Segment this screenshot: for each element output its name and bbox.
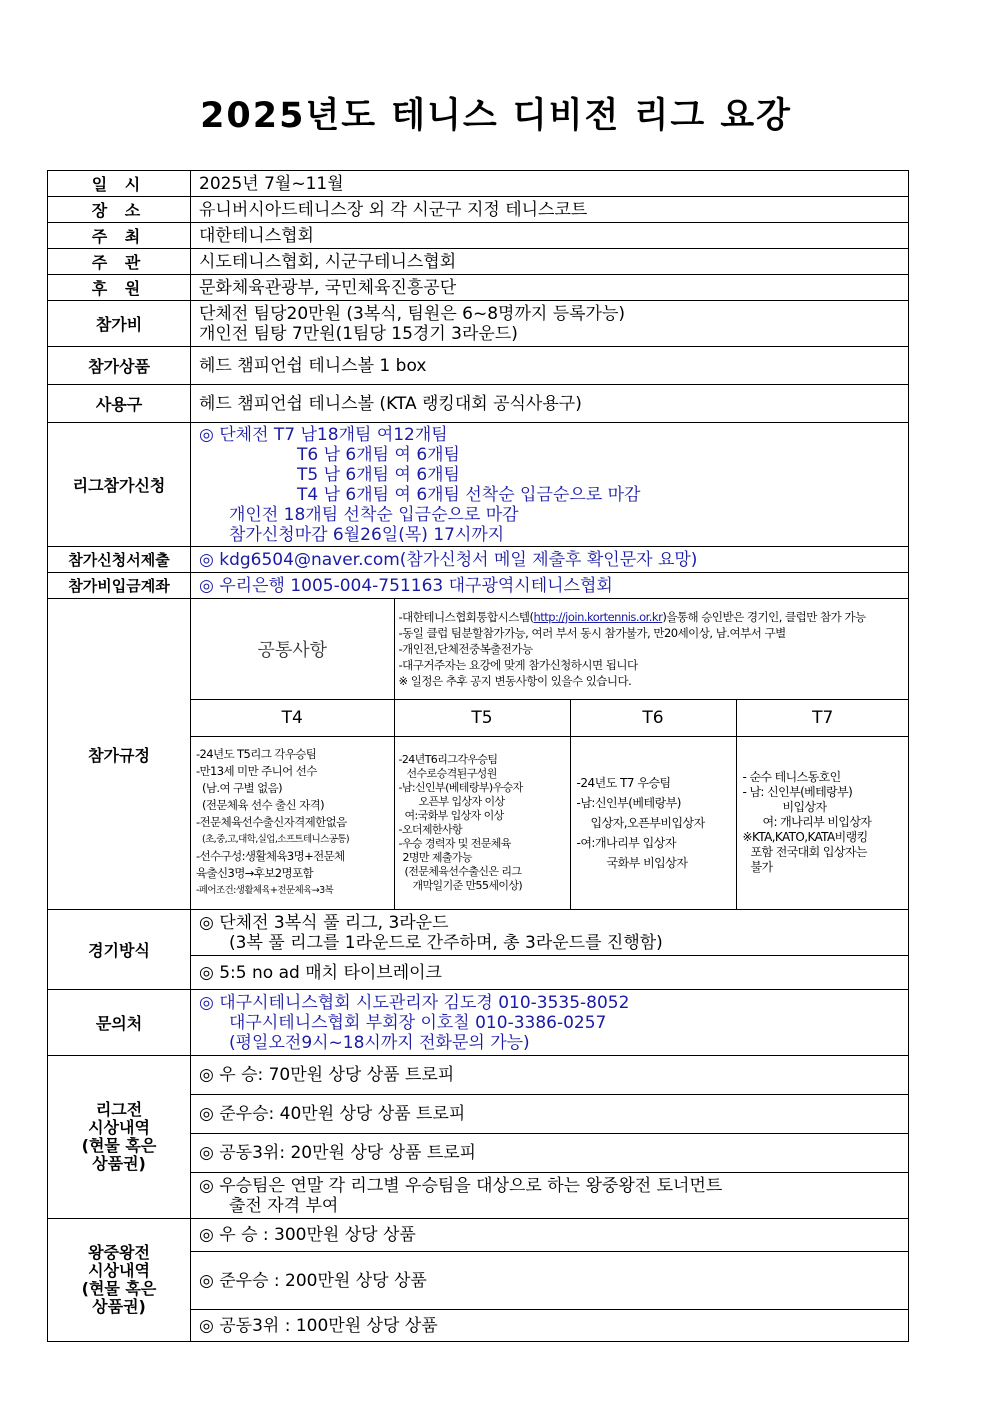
- fee-line-team: 단체전 팀당20만원 (3복식, 팀원은 6~8명까지 등록가능): [199, 303, 626, 324]
- league-award-second: ◎ 준우승: 40만원 상당 상품 트로피: [191, 1095, 909, 1134]
- value-account: ◎ 우리은행 1005-004-751163 대구광역시테니스협회: [191, 573, 909, 599]
- contact-line-1: ◎ 대구시테니스협회 시도관리자 김도경 010-3535-8052: [199, 992, 630, 1013]
- t5-rule: -오더제한사항: [398, 822, 463, 836]
- t5-rule: 선수로승격된구성원: [406, 766, 497, 780]
- t7-rule: 여: 개나리부 비입상자: [762, 815, 872, 830]
- league-award-first: ◎ 우 승: 70만원 상당 상품 트로피: [191, 1056, 909, 1095]
- league-awards-label-line: 상품권): [92, 1154, 146, 1173]
- value-submit: [191, 547, 909, 573]
- t4-rule: -선수구성:생활체육3명+전문체: [196, 849, 345, 864]
- t7-rule: - 순수 테니스동호인: [742, 770, 841, 785]
- king-awards-label-line: 왕중왕전: [88, 1243, 150, 1262]
- apply-line-deadline: 참가신청마감 6월26일(목) 17시까지: [229, 524, 505, 545]
- value-gift: 헤드 챔피언쉽 테니스볼 1 box: [191, 347, 909, 385]
- submit-email-link[interactable]: kdg6504@naver.com: [219, 549, 400, 570]
- row-sponsor: [48, 275, 909, 301]
- apply-line-t5: T5 남 6개팀 여 6개팀: [297, 464, 460, 485]
- header-t7: T7: [736, 699, 909, 736]
- value-sponsor: 문화체육관광부, 국민체육진흥공단: [191, 275, 909, 301]
- format-line-2: (3복 풀 리그를 1라운드로 간주하며, 총 3라운드를 진행함): [229, 932, 663, 953]
- rules-header-row: [191, 699, 909, 736]
- value-fee: [191, 301, 909, 347]
- t5-rule: 개막일기준 만55세이상): [412, 878, 523, 892]
- row-date: [48, 171, 909, 197]
- t6-rule: -남:신인부(베테랑부): [576, 795, 681, 810]
- value-contact: [191, 990, 909, 1056]
- row-apply: [48, 423, 909, 547]
- label-host: 주 최: [48, 223, 191, 249]
- header-t6: T6: [570, 699, 736, 736]
- label-format: 경기방식: [48, 910, 191, 990]
- league-award-note-line-1: ◎ 우승팀은 연말 각 리그별 우승팀을 대상으로 하는 왕중왕전 토너먼트: [199, 1175, 723, 1196]
- label-apply: 리그참가신청: [48, 423, 191, 547]
- t5-rule: (전문체육선수출신은 리그: [404, 864, 522, 878]
- row-king-award-1: [48, 1219, 909, 1252]
- t4-rule: (전문체육 선수 출신 자격): [202, 798, 325, 813]
- league-award-note: [191, 1173, 909, 1219]
- t4-rule: -24년도 T5리그 각우승팀: [196, 747, 317, 762]
- t7-rule: 포함 전국대회 입상자는: [750, 845, 867, 860]
- t5-rule: 2명만 제출가능: [402, 850, 472, 864]
- label-gift: 참가상품: [48, 347, 191, 385]
- t5-rule: 오픈부 입상자 이상: [418, 794, 505, 808]
- row-organizer: [48, 249, 909, 275]
- fee-line-individual: 개인전 팀탕 7만원(1팀당 15경기 3라운드): [199, 323, 518, 344]
- king-award-third: ◎ 공동3위 : 100만원 상당 상품: [191, 1310, 909, 1342]
- common-rules: [394, 599, 909, 699]
- label-contact: 문의처: [48, 990, 191, 1056]
- t5-rule: -남:신인부(베테랑부)우승자: [398, 780, 523, 794]
- t7-rule: - 남: 신인부(베테랑부): [742, 785, 853, 800]
- label-venue: 장 소: [48, 197, 191, 223]
- value-organizer: 시도테니스협회, 시군구테니스협회: [191, 249, 909, 275]
- common-rule-1: -대한테니스협회통합시스템(http://join.kortennis.or.kr)을통해 승인받은 경기인, 클럽만 참가 가능: [398, 609, 866, 624]
- common-label: 공통사항: [191, 599, 394, 699]
- guideline-table: [47, 170, 909, 1342]
- t5-rule: -우승 경력자 및 전문체육: [398, 836, 511, 850]
- t6-rules: [570, 736, 736, 909]
- page-title: 2025년도 테니스 디비전 리그 요강: [200, 96, 792, 136]
- t4-rules: [191, 736, 394, 909]
- value-venue: 유니버시아드테니스장 외 각 시군구 지정 테니스코트: [191, 197, 909, 223]
- t4-rule: (남.여 구별 없음): [202, 781, 282, 796]
- label-ball: 사용구: [48, 385, 191, 423]
- t6-rule: 국화부 비입상자: [606, 855, 688, 870]
- value-date: 2025년 7월~11월: [191, 171, 909, 197]
- league-awards-label-line: 시상내역: [88, 1118, 150, 1137]
- apply-line-t4: T4 남 6개팀 여 6개팀 선착순 입금순으로 마감: [297, 484, 641, 505]
- t4-rule: -만13세 미만 주니어 선수: [196, 764, 317, 779]
- t6-rule: -24년도 T7 우승팀: [576, 775, 671, 790]
- row-host: [48, 223, 909, 249]
- t4-rule: 육출신3명→후보2명포함: [196, 866, 314, 881]
- common-rule-3: -개인전,단체전중복출전가능: [398, 641, 533, 656]
- contact-line-2: 대구시테니스협회 부회장 이호칠 010-3386-0257: [229, 1012, 607, 1033]
- league-awards-label-line: 리그전: [95, 1100, 143, 1119]
- apply-line-t6: T6 남 6개팀 여 6개팀: [297, 444, 460, 465]
- row-rules: [48, 599, 909, 910]
- label-submit: 참가신청서제출: [48, 547, 191, 573]
- header-t4: T4: [191, 699, 394, 736]
- submit-symbol: ◎: [199, 549, 214, 570]
- row-gift: [48, 347, 909, 385]
- row-account: [48, 573, 909, 599]
- kortennis-link[interactable]: http://join.kortennis.or.kr: [533, 609, 663, 624]
- king-award-second: ◎ 준우승 : 200만원 상당 상품: [191, 1252, 909, 1310]
- format-line-1: ◎ 단체전 3복식 풀 리그, 3라운드: [199, 912, 449, 933]
- king-awards-label-line: 상품권): [92, 1297, 146, 1316]
- rules-table: [191, 599, 909, 909]
- label-account: 참가비입금계좌: [48, 573, 191, 599]
- value-host: 대한테니스협회: [191, 223, 909, 249]
- t5-rule: 여:국화부 입상자 이상: [404, 808, 504, 822]
- row-submit: [48, 547, 909, 573]
- t5-rule: -24년T6리그각우승팀: [398, 752, 498, 766]
- king-awards-label-line: 시상내역: [88, 1261, 150, 1280]
- row-contact: [48, 990, 909, 1056]
- t4-rule: (초,중,고,대학,실업,소프트테니스공통): [202, 834, 349, 846]
- value-ball: 헤드 챔피언쉽 테니스볼 (KTA 랭킹대회 공식사용구): [191, 385, 909, 423]
- apply-line-t7: ◎ 단체전 T7 남18개팀 여12개팀: [199, 424, 448, 445]
- league-award-third: ◎ 공동3위: 20만원 상당 상품 트로피: [191, 1134, 909, 1173]
- label-organizer: 주 관: [48, 249, 191, 275]
- label-rules: 참가규정: [48, 599, 191, 910]
- common-rule-5: ※ 일정은 추후 공지 변동사항이 있을수 있습니다.: [398, 673, 632, 688]
- submit-note: (참가신청서 메일 제출후 확인문자 요망): [399, 549, 698, 570]
- t7-rule: 비입상자: [782, 800, 827, 815]
- format-line-3: ◎ 5:5 no ad 매치 타이브레이크: [191, 956, 909, 990]
- row-ball: [48, 385, 909, 423]
- label-fee: 참가비: [48, 301, 191, 347]
- row-fee: [48, 301, 909, 347]
- league-awards-label-line: (현물 혹은: [81, 1136, 157, 1155]
- t6-rule: -여:개나리부 입상자: [576, 835, 676, 850]
- rules-detail-row: [191, 736, 909, 909]
- king-awards-label-line: (현물 혹은: [81, 1279, 157, 1298]
- contact-line-3: (평일오전9시~18시까지 전화문의 가능): [229, 1032, 530, 1053]
- row-format-1: [48, 910, 909, 956]
- king-award-first: ◎ 우 승 : 300만원 상당 상품: [191, 1219, 909, 1252]
- apply-line-individual: 개인전 18개팀 선착순 입금순으로 마감: [229, 504, 519, 525]
- header-t5: T5: [394, 699, 570, 736]
- t4-rule: -전문체육선수출신자격제한없음: [196, 815, 347, 830]
- label-date: 일 시: [48, 171, 191, 197]
- row-league-award-1: [48, 1056, 909, 1095]
- row-venue: [48, 197, 909, 223]
- t7-rule: 불가: [750, 860, 773, 875]
- label-league-awards: [48, 1056, 191, 1219]
- league-award-note-line-2: 출전 자격 부여: [229, 1195, 339, 1216]
- t7-rule: ※KTA,KATO,KATA비랭킹: [742, 830, 868, 845]
- label-king-awards: [48, 1219, 191, 1342]
- common-rule-4: -대구거주자는 요강에 맞게 참가신청하시면 됩니다: [398, 657, 638, 672]
- value-format-1: [191, 910, 909, 956]
- t7-rules: [736, 736, 909, 909]
- t4-rule: -페어조건:생활체육+전문체육→3복: [196, 885, 334, 897]
- rules-common-row: [191, 599, 909, 699]
- label-sponsor: 후 원: [48, 275, 191, 301]
- common-rule-2: -동일 클럽 팀분할참가가능, 여러 부서 동시 참가불가, 만20세이상, 남.여부서 구별: [398, 625, 786, 640]
- rules-cell: [191, 599, 909, 910]
- value-apply: [191, 423, 909, 547]
- t6-rule: 입상자,오픈부비입상자: [590, 815, 705, 830]
- t5-rules: [394, 736, 570, 909]
